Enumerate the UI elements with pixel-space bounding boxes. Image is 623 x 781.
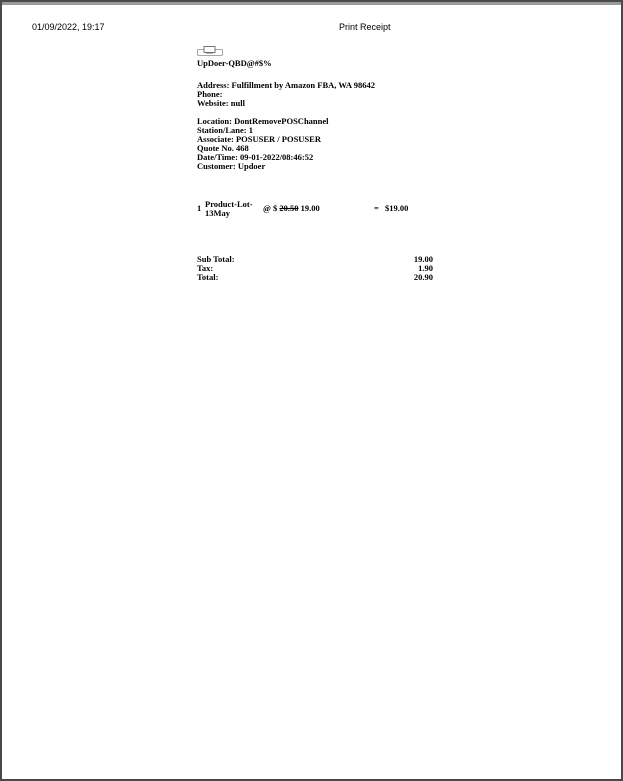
store-name: UpDoer-QBD@#$% <box>197 58 272 68</box>
item-unit-price <box>263 204 320 213</box>
tax-row <box>197 264 433 273</box>
item-original-price: 20.50 <box>279 203 299 213</box>
store-info <box>197 81 437 108</box>
transaction-info <box>197 117 437 171</box>
line-item <box>197 200 437 220</box>
tax-value: 1.90 <box>418 263 433 273</box>
print-datetime: 01/09/2022, 19:17 <box>32 22 105 32</box>
store-website: Website: null <box>197 98 245 108</box>
tax-label: Tax: <box>197 263 214 273</box>
store-phone: Phone: <box>197 89 223 99</box>
item-at-currency: @ $ <box>263 203 278 213</box>
item-name: Product-Lot-13May <box>205 199 253 218</box>
transaction-datetime: Date/Time: 09-01-2022/08:46:52 <box>197 152 314 162</box>
associate: Associate: POSUSER / POSUSER <box>197 134 321 144</box>
item-equals: = <box>374 203 379 213</box>
customer: Customer: Updoer <box>197 161 266 171</box>
page-top-edge <box>2 2 621 5</box>
item-price: 19.00 <box>300 203 320 213</box>
receipt <box>197 46 437 282</box>
broken-image-icon <box>197 46 223 56</box>
print-title: Print Receipt <box>339 22 391 32</box>
location: Location: DontRemovePOSChannel <box>197 116 329 126</box>
subtotal-value: 19.00 <box>413 254 433 264</box>
store-address: Address: Fulfillment by Amazon FBA, WA 98642 <box>197 80 375 90</box>
quote-number: Quote No. 468 <box>197 143 249 153</box>
subtotal-row <box>197 255 433 264</box>
subtotal-label: Sub Total: <box>197 254 235 264</box>
totals <box>197 255 437 282</box>
item-amount: $19.00 <box>385 203 409 213</box>
station-lane: Station/Lane: 1 <box>197 125 253 135</box>
item-quantity: 1 <box>197 203 202 213</box>
total-value: 20.90 <box>413 272 433 282</box>
total-row <box>197 273 433 282</box>
total-label: Total: <box>197 272 219 282</box>
